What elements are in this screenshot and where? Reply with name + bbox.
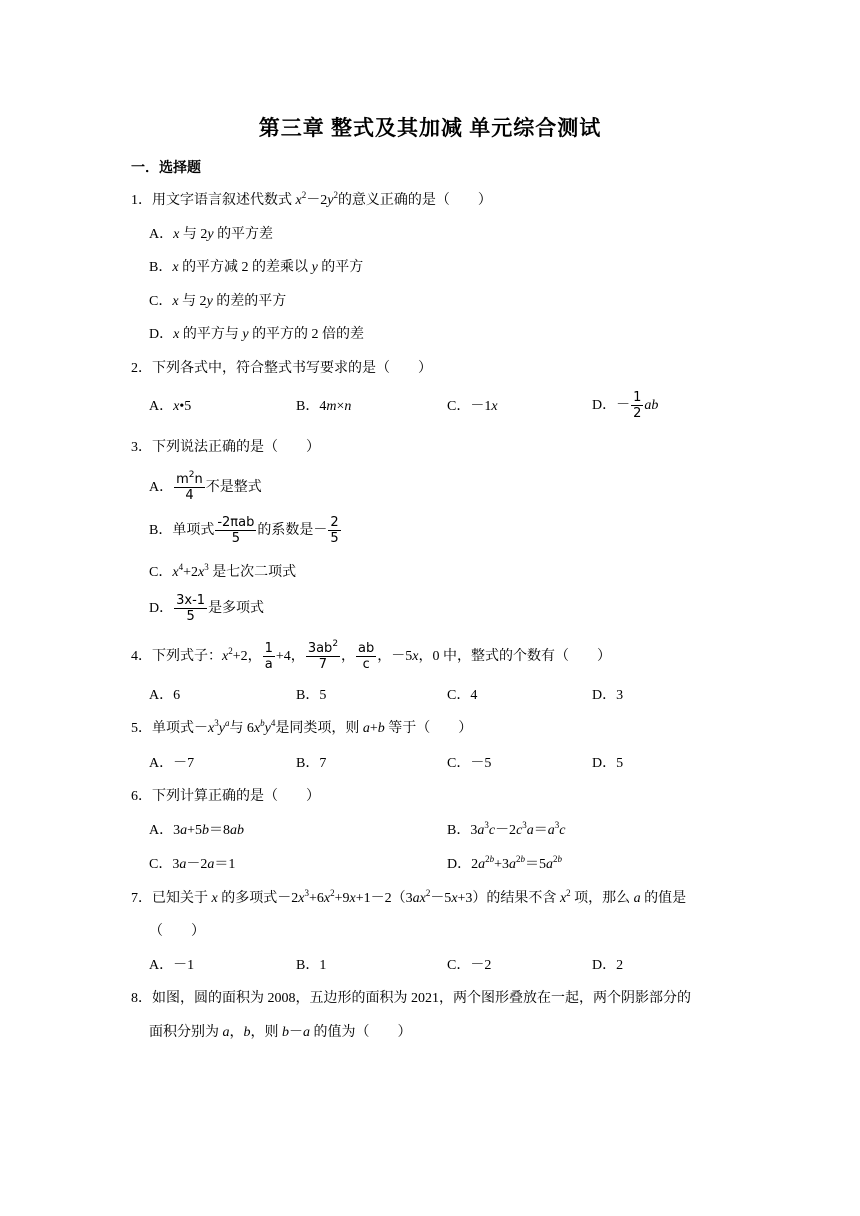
question-5: 5．单项式$-x^3y^a$与 $6x^by^4$是同类项，则 a+b 等于（ ） [131,718,473,736]
q5-option-d[interactable]: D．5 [592,756,624,771]
q4-option-d[interactable]: D．3 [592,688,624,703]
q6-option-c[interactable]: C．3a－2a＝1 [149,857,236,872]
q2-option-a[interactable]: A．x•5 [149,399,192,414]
q6-option-d[interactable]: D．$2a^{2b}+3a^{2b}=5a^{2b}$ [447,854,563,872]
q2-option-c[interactable]: C．－1x [447,399,498,414]
q6-option-a[interactable]: A．3a+5b＝8ab [149,823,245,838]
q7-option-d[interactable]: D．2 [592,958,624,973]
question-8-cont: 面积分别为 a，b，则 b－a 的值为（ ） [149,1025,412,1040]
q5-option-c[interactable]: C．－5 [447,756,492,771]
question-6: 6．下列计算正确的是（ ） [131,789,320,804]
question-1: 1．用文字语言叙述代数式 $x^2-2y^2$的意义正确的是（ ） [131,190,492,208]
q3-option-b[interactable]: B．单项式 $\frac{\text{-2πab}}{5}$ 的系数是－ $\frac{2}{5}$ [149,515,339,547]
q4-option-c[interactable]: C．4 [447,688,478,703]
q7-option-c[interactable]: C．－2 [447,958,492,973]
question-7-paren: （ ） [149,924,205,939]
q3-option-a[interactable]: A． $\frac{m^2n}{4}$ 不是整式 [149,470,262,504]
question-3: 3．下列说法正确的是（ ） [131,440,320,455]
q3-option-d[interactable]: D． $\frac{3x-1}{5}$ 是多项式 [149,593,265,625]
question-7: 7．已知关于 x 的多项式$-2x^3+6x^2+9x+1-2(3ax^2-5x+3)$的结果不含 $x^2$ 项，那么 a 的值是 [131,888,687,906]
question-8: 8．如图，圆的面积为 2008，五边形的面积为 2021，两个图形叠放在一起，两个阴影部分的 [131,991,691,1006]
question-4: 4．下列式子：$x^2+2$， $\frac{1}{a}$ +4， $\frac{3ab^2}{7}$ ， $\frac{ab}{c}$ ，－5x，0 中，整式的个数有（ ） [131,639,611,673]
q1-option-a[interactable]: A．x 与 2y 的平方差 [149,227,274,242]
q5-option-b[interactable]: B．7 [296,756,327,771]
q1-option-d[interactable]: D．x 的平方与 y 的平方的 2 倍的差 [149,327,365,342]
q1-option-c[interactable]: C．x 与 2y 的差的平方 [149,294,287,309]
q5-option-a[interactable]: A．－7 [149,756,195,771]
q3-option-c[interactable]: C．$x^4+2x^3$ 是七次二项式 [149,562,297,580]
section-heading: 一．选择题 [131,161,201,176]
q4-option-b[interactable]: B．5 [296,688,327,703]
q4-option-a[interactable]: A．6 [149,688,181,703]
q7-option-b[interactable]: B．1 [296,958,327,973]
q7-option-a[interactable]: A．－1 [149,958,195,973]
page-title: 第三章 整式及其加减 单元综合测试 [258,116,602,140]
q2-option-d[interactable]: D．－ $\frac{1}{2}$ ab [592,390,659,422]
q1-option-b[interactable]: B．x 的平方减 2 的差乘以 y 的平方 [149,260,364,275]
question-2: 2．下列各式中，符合整式书写要求的是（ ） [131,361,432,376]
q2-option-b[interactable]: B．4m×n [296,399,352,414]
q6-option-b[interactable]: B．$3a^3c-2c^3a=a^3c$ [447,820,566,838]
